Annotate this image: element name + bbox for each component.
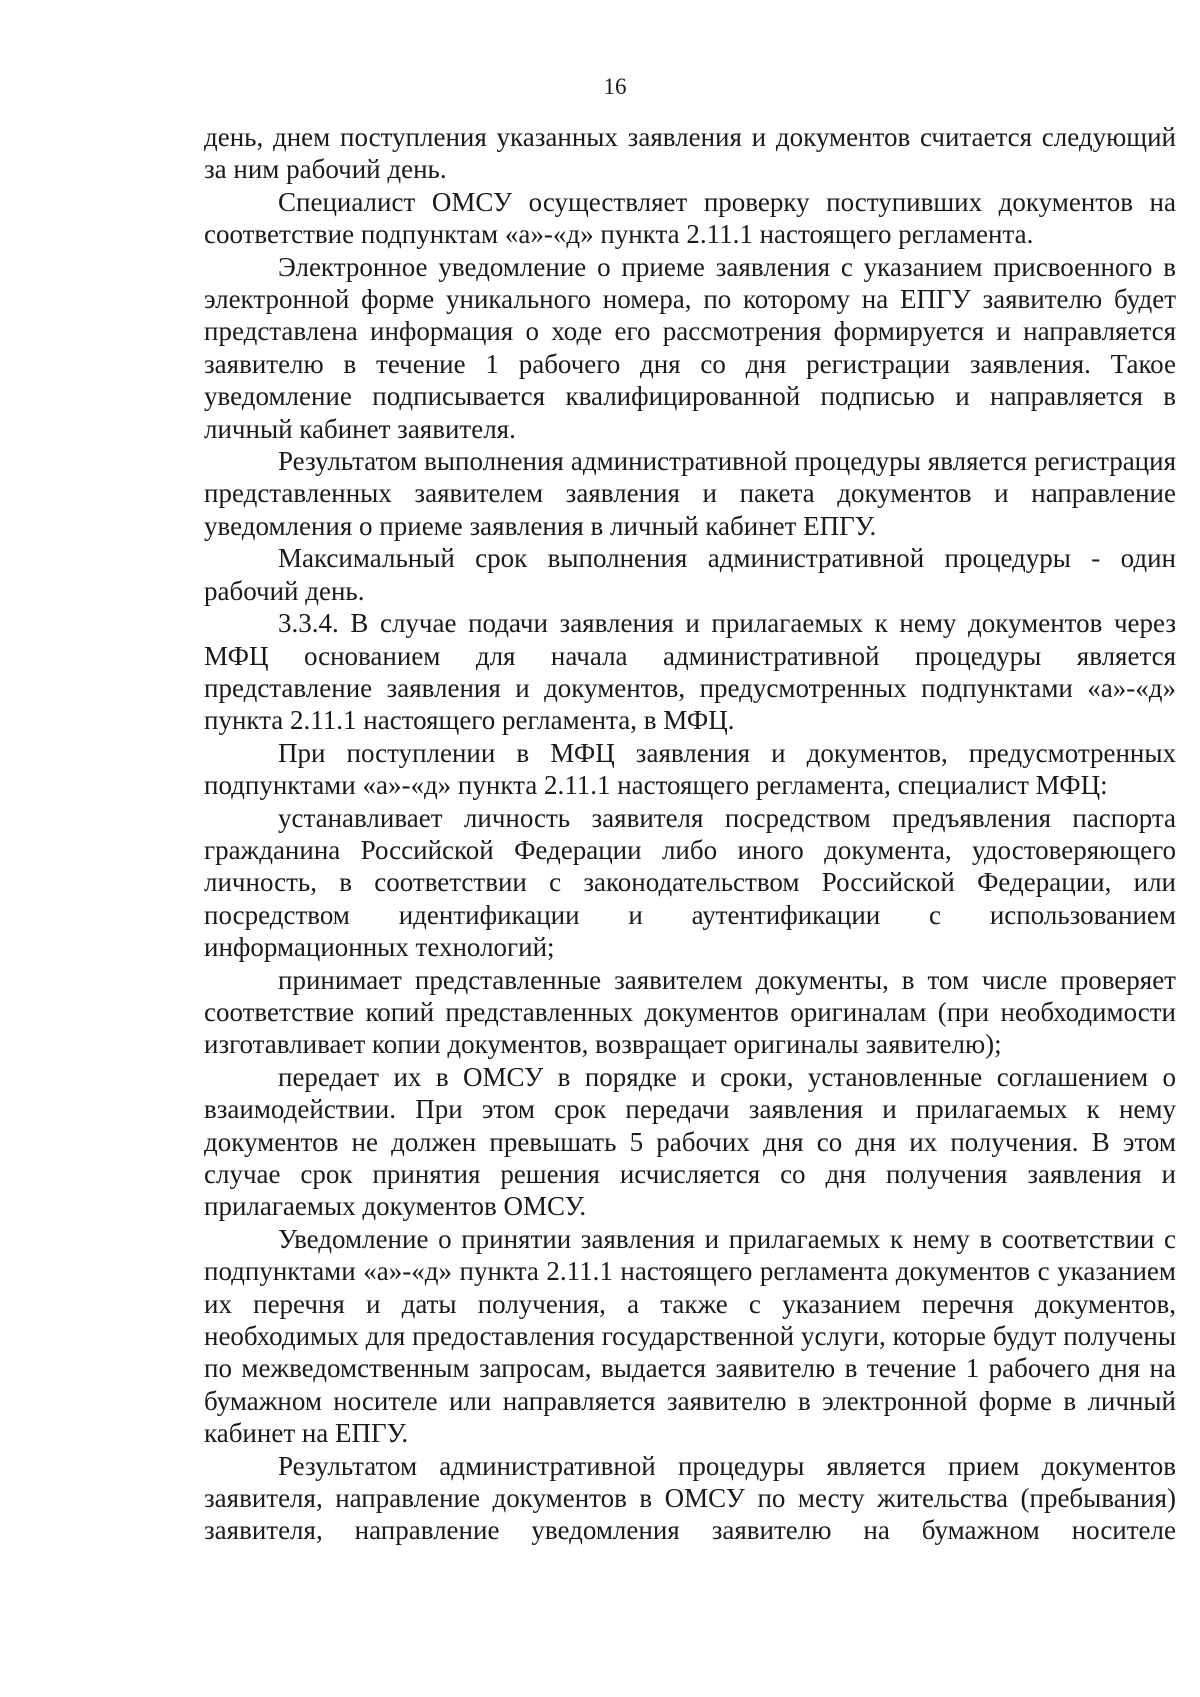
paragraph-max-term: Максимальный срок выполнения административной процедуры - один рабочий день.	[204, 543, 1176, 606]
paragraph-identity-check: устанавливает личность заявителя посредством предъявления паспорта гражданина Российской Федерации либо иного документа, удостоверяющего личность, в соответствии с законодательством Российской Федерации, или посредством идентификации и аутентификации с использованием информационных технологий;	[204, 802, 1176, 963]
document-body	[204, 121, 1176, 1547]
paragraph-final-result: Результатом административной процедуры является прием документов заявителя, направление документов в ОМСУ по месту жительства (пребывания) заявителя, направление уведомления заявителю на бумажном носителе	[204, 1450, 1176, 1546]
paragraph-acceptance-notice: Уведомление о принятии заявления и прилагаемых к нему в соответствии с подпунктами «а»-«д» пункта 2.11.1 настоящего регламента документов с указанием их перечня и даты получения, а также с указанием перечня документов, необходимых для предоставления государственной услуги, которые будут получены по межведомственным запросам, выдается заявителю в течение 1 рабочего дня на бумажном носителе или направляется заявителю в электронной форме в личный кабинет на ЕПГУ.	[204, 1223, 1176, 1449]
paragraph-section-3-3-4: 3.3.4. В случае подачи заявления и прилагаемых к нему документов через МФЦ основанием для начала административной процедуры является представление заявления и документов, предусмотренных подпунктами «а»-«д» пункта 2.11.1 настоящего регламента, в МФЦ.	[204, 608, 1176, 736]
paragraph-continuation: день, днем поступления указанных заявления и документов считается следующий за ним рабочий день.	[204, 122, 1176, 185]
page-number: 16	[603, 74, 627, 99]
paragraph-mfc-receipt: При поступлении в МФЦ заявления и документов, предусмотренных подпунктами «а»-«д» пункта 2.11.1 настоящего регламента, специалист МФЦ:	[204, 737, 1176, 801]
paragraph-transfer-to-omsu: передает их в ОМСУ в порядке и сроки, установленные соглашением о взаимодействии. При этом срок передачи заявления и прилагаемых к нему документов не должен превышать 5 рабочих дня со дня их получения. В этом случае срок принятия решения исчисляется со дня получения заявления и прилагаемых документов ОМСУ.	[204, 1061, 1176, 1222]
paragraph-electronic-notice: Электронное уведомление о приеме заявления с указанием присвоенного в электронной форме уникального номера, по которому на ЕПГУ заявителю будет представлена информация о ходе его рассмотрения формируется и направляется заявителю в течение 1 рабочего дня со дня регистрации заявления. Такое уведомление подписывается квалифицированной подписью и направляется в личный кабинет заявителя.	[204, 251, 1176, 444]
paragraph-accept-documents: принимает представленные заявителем документы, в том числе проверяет соответствие копий представленных документов оригиналам (при необходимости изготавливает копии документов, возвращает оригиналы заявителю);	[204, 964, 1176, 1060]
paragraph-procedure-result: Результатом выполнения административной процедуры является регистрация представленных заявителем заявления и пакета документов и направление уведомления о приеме заявления в личный кабинет ЕПГУ.	[204, 446, 1176, 541]
paragraph-omsu-check: Специалист ОМСУ осуществляет проверку поступивших документов на соответствие подпунктам «а»-«д» пункта 2.11.1 настоящего регламента.	[204, 186, 1176, 250]
